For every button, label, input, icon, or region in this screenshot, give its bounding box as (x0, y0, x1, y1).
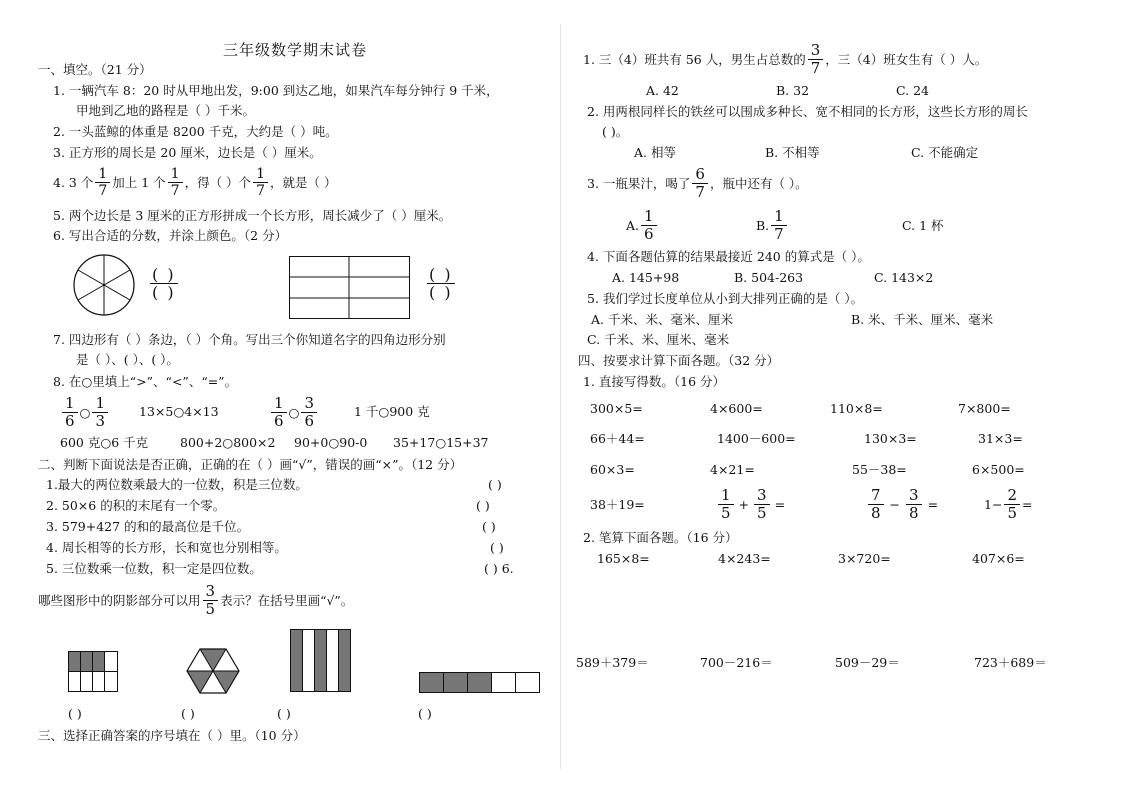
choice-q1 (583, 42, 987, 77)
judge-item-4: 4. 周长相等的长方形，长和宽也分别相等。 (46, 540, 287, 555)
written-calc-item: 3×720= (838, 551, 891, 566)
choice-q4-option-c[interactable]: C. 143×2 (874, 270, 934, 285)
choice-q3 (587, 166, 808, 201)
choice-q5: 5. 我们学过长度单位从小到大排列正确的是（ ）。 (587, 291, 864, 306)
fill-q4 (53, 166, 336, 199)
choice-q4-option-b[interactable]: B. 504-263 (734, 270, 804, 285)
compare-circle[interactable]: ○ (79, 404, 91, 420)
fraction: $\frac{1}{3}$ (92, 395, 108, 430)
fraction: $\frac{3}{8}$ (906, 487, 922, 522)
equals-sign: = (1021, 496, 1033, 512)
section-2-heading: 二、判断下面说法是否正确，正确的在（ ）画“√”，错误的画“×”。（12 分） (38, 457, 463, 472)
written-calc-item: 407×6= (972, 551, 1025, 566)
judge-item-3: 3. 579+427 的和的最高位是千位。 (46, 519, 250, 534)
compare-item-8: 35+17○15+37 (393, 435, 489, 450)
choice-q1-option-c[interactable]: C. 24 (896, 83, 929, 98)
shade-question (38, 583, 353, 618)
fraction: $\frac{3}{7}$ (808, 42, 824, 77)
fill-q7-line1: 7. 四边形有（ ）条边，（ ）个角。写出三个你知道名字的四角边形分别 (53, 332, 446, 347)
calc-fraction-add (716, 487, 785, 522)
shade-figure-hexagon (187, 648, 239, 694)
shade-question-text-b: 表示？在括号里画“√”。 (220, 592, 354, 608)
calc-fraction-subtract (866, 487, 938, 522)
choice-q1-text-b: ，三（4）班女生有（ ）人。 (825, 51, 988, 67)
fill-q5: 5. 两个边长是 3 厘米的正方形拼成一个长方形，周长减少了（ ）厘米。 (53, 208, 452, 223)
judge-answer-1[interactable]: ( ) (488, 477, 502, 492)
choice-q4: 4. 下面各题估算的结果最接近 240 的算式是（ ）。 (587, 249, 870, 264)
fraction: $\frac{1}{5}$ (718, 487, 734, 522)
section-3-heading: 三、选择正确答案的序号填在（ ）里。（10 分） (38, 728, 306, 743)
choice-q1-option-b[interactable]: B. 32 (776, 83, 810, 98)
fill-q8: 8. 在○里填上“>”、“<”、“=”。 (53, 374, 238, 389)
section-4-heading: 四、按要求计算下面各题。（32 分） (578, 353, 780, 368)
written-calc-item: 4×243= (718, 551, 771, 566)
compare-item-5: 600 克○6 千克 (60, 435, 149, 450)
written-calc-item: 723＋689＝ (974, 655, 1047, 670)
fraction: $\frac{7}{8}$ (868, 487, 884, 522)
choice-q5-option-b[interactable]: B. 米、千米、厘米、毫米 (851, 312, 994, 327)
written-calc-item: 165×8= (597, 551, 650, 566)
judge-answer-4[interactable]: ( ) (490, 540, 504, 555)
calc-item: 4×600= (710, 401, 763, 416)
choice-q1-option-a[interactable]: A. 42 (646, 83, 679, 98)
compare-item-7: 90+0○90-0 (294, 435, 368, 450)
fill-q3: 3. 正方形的周长是 20 厘米，边长是（ ）厘米。 (53, 145, 322, 160)
fraction: $\frac{1}{7}$ (95, 166, 110, 199)
calc-item: 110×8= (830, 401, 883, 416)
fraction: $\frac{1}{7}$ (253, 166, 268, 199)
column-divider (560, 24, 561, 769)
fraction: $\frac{1}{6}$ (62, 395, 78, 430)
answer-fraction-blank-1[interactable]: ( ) ( ) (152, 265, 176, 302)
fill-q4-text-d: ，就是（ ） (269, 174, 337, 190)
answer-fraction-blank-2[interactable]: ( ) ( ) (429, 265, 453, 302)
equals-sign: = (927, 496, 939, 512)
judge-item-5: 5. 三位数乘一位数，积一定是四位数。 (46, 561, 262, 576)
calc-one-minus-fraction (984, 487, 1032, 522)
choice-q5-option-c[interactable]: C. 千米、米、厘米、毫米 (587, 332, 730, 347)
fraction: $\frac{6}{7}$ (692, 166, 708, 201)
calc-item: 300×5= (590, 401, 643, 416)
choice-q3-option-c[interactable]: C. 1 杯 (902, 218, 944, 233)
fraction: $\frac{1}{7}$ (771, 208, 787, 243)
judge-answer-3[interactable]: ( ) (482, 519, 496, 534)
calc-item: 38＋19= (590, 497, 645, 512)
fraction: $\frac{1}{6}$ (641, 208, 657, 243)
choice-q2-line2: ( )。 (602, 124, 629, 139)
fraction: $\frac{2}{5}$ (1004, 487, 1020, 522)
calc-sub1-heading: 1. 直接写得数。（16 分） (583, 374, 726, 389)
judge-answer-2[interactable]: ( ) (476, 498, 490, 513)
choice-q2-line1: 2. 用两根同样长的铁丝可以围成多种长、宽不相同的长方形，这些长方形的周长 (587, 104, 1028, 119)
choice-q4-option-a[interactable]: A. 145+98 (612, 270, 680, 285)
choice-q2-option-c[interactable]: C. 不能确定 (911, 145, 979, 160)
fraction: $\frac{3}{5}$ (203, 583, 219, 618)
fraction: $\frac{3}{5}$ (754, 487, 770, 522)
choice-q3-text-b: ，瓶中还有（ ）。 (709, 175, 808, 191)
shade-answer-2[interactable]: ( ) (181, 706, 195, 721)
shade-question-text-a: 哪些图形中的阴影部分可以用 (38, 592, 201, 608)
page-title: 三年级数学期末试卷 (223, 41, 368, 59)
judge-answer-5[interactable]: ( ) 6. (484, 561, 514, 576)
option-label: A. (626, 217, 640, 233)
section-1-heading: 一、填空。（21 分） (38, 62, 152, 77)
calc-item: 4×21= (710, 462, 755, 477)
shade-answer-1[interactable]: ( ) (68, 706, 82, 721)
shade-figure-strip (419, 672, 540, 693)
shade-figure-grid (68, 651, 118, 692)
choice-q3-text-a: 3. 一瓶果汁，喝了 (587, 175, 691, 191)
written-calc-item: 700－216＝ (700, 655, 773, 670)
compare-item-1 (60, 395, 110, 430)
option-label: B. (756, 217, 770, 233)
judge-item-1: 1.最大的两位数乘最大的一位数，积是三位数。 (46, 477, 308, 492)
compare-item-4: 1 千○900 克 (354, 404, 430, 419)
fraction: $\frac{1}{6}$ (271, 395, 287, 430)
shade-answer-4[interactable]: ( ) (418, 706, 432, 721)
calc-item: 1400－600= (717, 431, 796, 446)
compare-item-2: 13×5○4×13 (139, 404, 219, 419)
rectangle-figure (289, 256, 410, 319)
shade-figure-bars (290, 629, 352, 692)
choice-q5-option-a[interactable]: A. 千米、米、毫米、厘米 (591, 312, 733, 327)
circle-figure (73, 254, 135, 316)
choice-q2-option-b[interactable]: B. 不相等 (765, 145, 820, 160)
operator: + (738, 496, 750, 512)
shade-answer-3[interactable]: ( ) (277, 706, 291, 721)
choice-q2-option-a[interactable]: A. 相等 (634, 145, 676, 160)
compare-item-6: 800+2○800×2 (180, 435, 276, 450)
calc-item: 66＋44= (590, 431, 645, 446)
compare-circle[interactable]: ○ (288, 404, 300, 420)
choice-q3-option-b[interactable] (756, 208, 789, 243)
compare-item-3 (269, 395, 319, 430)
equals-sign: = (774, 496, 786, 512)
fill-q6: 6. 写出合适的分数，并涂上颜色。（2 分） (53, 228, 288, 243)
fill-q4-text-c: ，得（ ）个 (184, 174, 252, 190)
operator: − (889, 496, 901, 512)
fill-q4-text-a: 4. 3 个 (53, 174, 94, 190)
fill-q4-text-b: 加上 1 个 (112, 174, 166, 190)
choice-q3-option-a[interactable] (626, 208, 659, 243)
choice-q1-text-a: 1. 三（4）班共有 56 人，男生占总数的 (583, 51, 806, 67)
calc-item: 31×3= (978, 431, 1023, 446)
fill-q1-line1: 1. 一辆汽车 8：20 时从甲地出发，9:00 到达乙地，如果汽车每分钟行 9 千米， (53, 83, 499, 98)
fraction: $\frac{3}{6}$ (301, 395, 317, 430)
calc-item: 60×3= (590, 462, 635, 477)
fill-q7-line2: 是（ ）、( ）、( ）。 (76, 352, 179, 367)
calc-item: 130×3= (864, 431, 917, 446)
fill-q1-line2: 甲地到乙地的路程是（ ）千米。 (76, 103, 255, 118)
fraction: $\frac{1}{7}$ (168, 166, 183, 199)
judge-item-2: 2. 50×6 的积的末尾有一个零。 (46, 498, 226, 513)
calc-item: 7×800= (958, 401, 1011, 416)
written-calc-item: 589＋379＝ (576, 655, 649, 670)
calc-item: 55－38= (852, 462, 907, 477)
fill-q2: 2. 一头蓝鲸的体重是 8200 千克，大约是（ ）吨。 (53, 124, 338, 139)
written-calc-item: 509－29＝ (835, 655, 900, 670)
calc-sub2-heading: 2. 笔算下面各题。（16 分） (583, 530, 738, 545)
minuend: 1− (984, 496, 1003, 512)
calc-item: 6×500= (972, 462, 1025, 477)
